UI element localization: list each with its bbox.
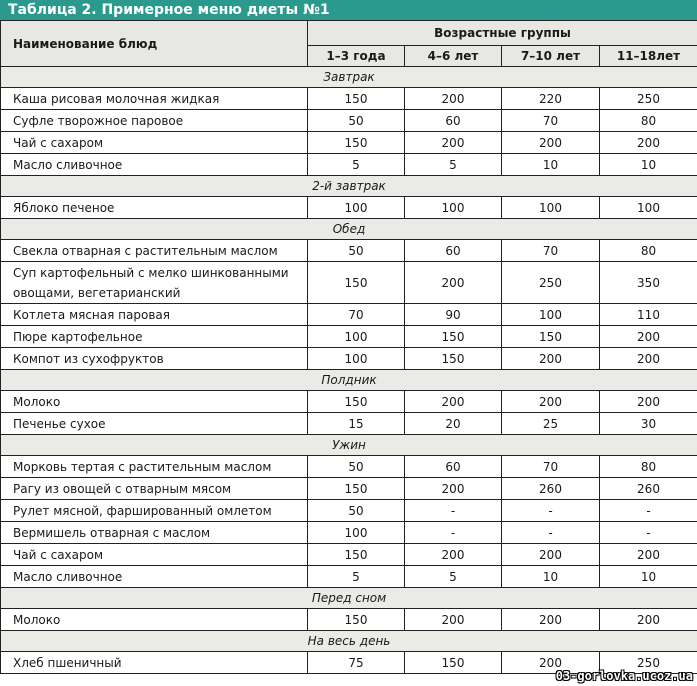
portion-value: - — [405, 500, 502, 522]
portion-value: 150 — [405, 326, 502, 348]
portion-value: 5 — [405, 566, 502, 588]
age-column-header: 1–3 года — [308, 46, 405, 67]
diet-menu-table — [0, 20, 697, 674]
portion-value: 200 — [502, 348, 600, 370]
portion-value: 200 — [405, 262, 502, 304]
dish-name: Яблоко печеное — [1, 197, 308, 219]
table-row — [1, 413, 697, 435]
portion-value: 200 — [600, 326, 697, 348]
section-label: Перед сном — [1, 588, 697, 609]
portion-value: 200 — [502, 652, 600, 674]
portion-value: 80 — [600, 110, 697, 132]
portion-value: 260 — [502, 478, 600, 500]
section-label: Завтрак — [1, 67, 697, 88]
table-title: Таблица 2. Примерное меню диеты №1 — [0, 0, 697, 20]
dish-name: Пюре картофельное — [1, 326, 308, 348]
portion-value: 200 — [502, 132, 600, 154]
header-row — [1, 21, 697, 46]
portion-value: 5 — [308, 154, 405, 176]
section-row — [1, 435, 697, 456]
portion-value: 60 — [405, 456, 502, 478]
table-row — [1, 262, 697, 304]
table-row — [1, 391, 697, 413]
portion-value: 250 — [600, 88, 697, 110]
portion-value: 20 — [405, 413, 502, 435]
age-groups-header: Возрастные группы — [308, 21, 697, 46]
portion-value: 50 — [308, 110, 405, 132]
portion-value: 100 — [308, 197, 405, 219]
portion-value: 110 — [600, 304, 697, 326]
dish-name: Рулет мясной, фаршированный омлетом — [1, 500, 308, 522]
watermark: 03-gorlovka.ucoz.ua — [555, 669, 693, 683]
portion-value: 260 — [600, 478, 697, 500]
portion-value: 100 — [502, 304, 600, 326]
portion-value: 50 — [308, 500, 405, 522]
portion-value: 10 — [502, 154, 600, 176]
dish-name: Суп картофельный с мелко шинкованными овощами, вегетарианский — [1, 262, 308, 304]
portion-value: 200 — [405, 478, 502, 500]
portion-value: 70 — [502, 456, 600, 478]
table-body — [1, 67, 697, 674]
table-row — [1, 154, 697, 176]
table-row — [1, 522, 697, 544]
portion-value: 220 — [502, 88, 600, 110]
portion-value: 80 — [600, 456, 697, 478]
portion-value: 200 — [600, 132, 697, 154]
age-column-header: 4–6 лет — [405, 46, 502, 67]
table-row — [1, 609, 697, 631]
portion-value: 100 — [405, 197, 502, 219]
dish-name: Рагу из овощей с отварным мясом — [1, 478, 308, 500]
section-label: Обед — [1, 219, 697, 240]
portion-value: 60 — [405, 110, 502, 132]
portion-value: - — [502, 522, 600, 544]
section-label: На весь день — [1, 631, 697, 652]
dish-name: Котлета мясная паровая — [1, 304, 308, 326]
portion-value: 10 — [600, 154, 697, 176]
section-row — [1, 370, 697, 391]
portion-value: 30 — [600, 413, 697, 435]
portion-value: - — [405, 522, 502, 544]
section-label: Ужин — [1, 435, 697, 456]
portion-value: 200 — [405, 88, 502, 110]
age-column-header: 11–18лет — [600, 46, 697, 67]
portion-value: 150 — [405, 652, 502, 674]
portion-value: 10 — [502, 566, 600, 588]
table-row — [1, 326, 697, 348]
table-row — [1, 566, 697, 588]
dish-name: Свекла отварная с растительным маслом — [1, 240, 308, 262]
table-row — [1, 456, 697, 478]
section-row — [1, 631, 697, 652]
portion-value: 100 — [308, 522, 405, 544]
table-row — [1, 544, 697, 566]
dish-name: Молоко — [1, 391, 308, 413]
portion-value: 100 — [308, 348, 405, 370]
table-row — [1, 110, 697, 132]
portion-value: - — [600, 522, 697, 544]
portion-value: 200 — [502, 544, 600, 566]
portion-value: 90 — [405, 304, 502, 326]
portion-value: 150 — [502, 326, 600, 348]
portion-value: 200 — [405, 609, 502, 631]
section-row — [1, 219, 697, 240]
portion-value: 200 — [600, 348, 697, 370]
portion-value: 5 — [405, 154, 502, 176]
portion-value: 200 — [405, 544, 502, 566]
portion-value: 150 — [308, 391, 405, 413]
portion-value: 100 — [308, 326, 405, 348]
portion-value: 70 — [308, 304, 405, 326]
portion-value: 150 — [308, 478, 405, 500]
portion-value: 70 — [502, 110, 600, 132]
portion-value: 150 — [405, 348, 502, 370]
portion-value: - — [502, 500, 600, 522]
portion-value: 100 — [600, 197, 697, 219]
age-column-header: 7–10 лет — [502, 46, 600, 67]
portion-value: 70 — [502, 240, 600, 262]
portion-value: - — [600, 500, 697, 522]
dish-name: Масло сливочное — [1, 154, 308, 176]
portion-value: 200 — [502, 609, 600, 631]
table-row — [1, 240, 697, 262]
dish-name: Компот из сухофруктов — [1, 348, 308, 370]
dish-name: Печенье сухое — [1, 413, 308, 435]
portion-value: 15 — [308, 413, 405, 435]
portion-value: 200 — [405, 132, 502, 154]
table-row — [1, 348, 697, 370]
dish-name: Морковь тертая с растительным маслом — [1, 456, 308, 478]
table-row — [1, 197, 697, 219]
portion-value: 250 — [502, 262, 600, 304]
portion-value: 50 — [308, 456, 405, 478]
dish-name: Каша рисовая молочная жидкая — [1, 88, 308, 110]
table-row — [1, 304, 697, 326]
portion-value: 10 — [600, 566, 697, 588]
dish-name: Молоко — [1, 609, 308, 631]
portion-value: 200 — [600, 609, 697, 631]
dish-column-header: Наименование блюд — [1, 21, 308, 67]
dish-name: Масло сливочное — [1, 566, 308, 588]
table-row — [1, 88, 697, 110]
table-row — [1, 500, 697, 522]
section-label: Полдник — [1, 370, 697, 391]
portion-value: 350 — [600, 262, 697, 304]
portion-value: 150 — [308, 609, 405, 631]
dish-name: Хлеб пшеничный — [1, 652, 308, 674]
portion-value: 150 — [308, 544, 405, 566]
dish-name: Вермишель отварная с маслом — [1, 522, 308, 544]
portion-value: 150 — [308, 132, 405, 154]
section-row — [1, 588, 697, 609]
portion-value: 60 — [405, 240, 502, 262]
section-row — [1, 67, 697, 88]
dish-name: Чай с сахаром — [1, 544, 308, 566]
portion-value: 75 — [308, 652, 405, 674]
dish-name: Суфле творожное паровое — [1, 110, 308, 132]
portion-value: 150 — [308, 262, 405, 304]
portion-value: 200 — [600, 391, 697, 413]
portion-value: 80 — [600, 240, 697, 262]
portion-value: 50 — [308, 240, 405, 262]
portion-value: 200 — [502, 391, 600, 413]
portion-value: 100 — [502, 197, 600, 219]
dish-name: Чай с сахаром — [1, 132, 308, 154]
table-row — [1, 478, 697, 500]
portion-value: 200 — [600, 544, 697, 566]
portion-value: 200 — [405, 391, 502, 413]
portion-value: 250 — [600, 652, 697, 674]
portion-value: 5 — [308, 566, 405, 588]
portion-value: 150 — [308, 88, 405, 110]
table-row — [1, 132, 697, 154]
section-row — [1, 176, 697, 197]
section-label: 2-й завтрак — [1, 176, 697, 197]
portion-value: 25 — [502, 413, 600, 435]
